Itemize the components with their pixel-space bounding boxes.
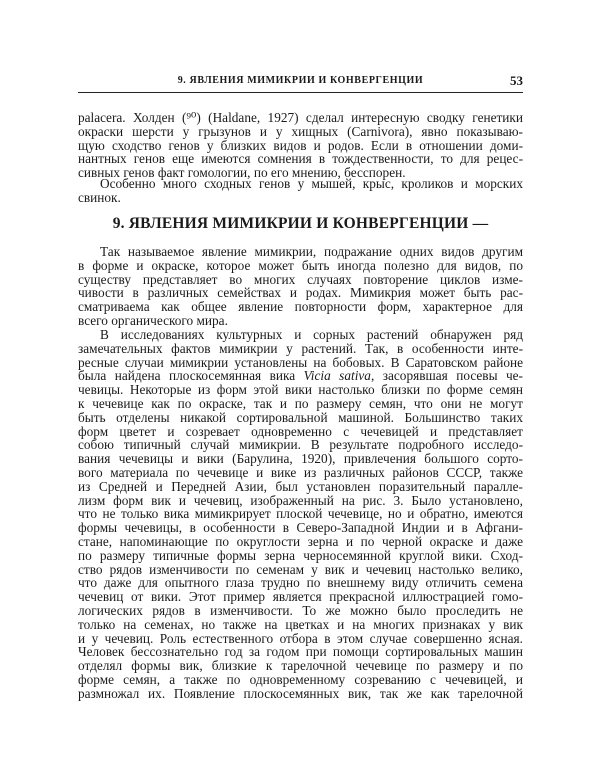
section-heading: 9. ЯВЛЕНИЯ МИМИКРИИ И КОНВЕРГЕНЦИИ — [112,215,489,232]
text-line: окраски шерсти у грызунов и у хищных (Carnivora), явно показываю- [78,123,523,139]
text-line: по размеру типичные формы зерна черносемянной круглой вики. Сход- [78,547,523,563]
text-line: лизм форм вик и чечевиц, изображенный на рис. 3. Было установлено, [78,492,523,508]
text-line: замечательных фактов мимикрии у растений. Так, в особенности инте- [78,340,523,356]
text-line: что даже для опытного глаза трудно по внешнему виду отличить семена [78,575,523,591]
text-line: Человек бессознательно год за годом при помощи сортировальных машин [78,644,523,660]
text-line: логических рядов в изменчивости. То же можно было проследить не [78,602,523,618]
text-line: отделял формы вик, близкие к тарелочной чечевице по размеру и по [78,658,523,674]
text-line: Так называемое явление мимикрии, подражание одних видов другим [100,244,523,259]
text-line: Особенно много сходных генов у мышей, крыс, кроликов и морских [100,176,523,191]
text-line: чивости в различных семействах и родах. Мимикрия может быть рас- [78,285,523,301]
text-line: всего органического мира. [78,312,228,328]
text-line: чечевиц от вики. Этот пример является прекрасной иллюстрацией гомо- [78,589,523,605]
text-line: сивных генов факт гомологии, по его мнению, бесспорен. [78,165,406,181]
text-line: чевицы. Некоторые из форм этой вики настолько близки по форме семян [78,382,523,398]
text-line: вого материала по чечевице и вике из различных районов СССР, также [78,464,523,480]
text-line: форме семян, а также по одновременному созреванию с чечевицей, и [78,671,523,687]
text-line: стане, напоминающие по округлости зерна и по черной окраске и даже [78,533,523,549]
text-line: ство рядов изменчивости по семенам у вик и чечевиц настолько велико, [78,561,523,577]
text-line: в форме и окраске, которое может быть иногда полезно для видов, по [78,257,523,273]
text-line: быть отделены никакой сортировальной машиной. Большинство таких [78,409,523,425]
section-paragraph-2 [78,328,523,701]
header-rule [78,92,523,93]
text-line: вания чечевицы и вики (Барулина, 1920), привлечения большого сорто- [78,451,523,467]
text-line: ресные случаи мимикрии установлены на бобовых. В Саратовском районе [78,354,523,370]
text-line: к чечевице как по окраске, так и по размеру семян, что они не могут [78,395,523,411]
text-line: щую сходство генов у близких видов и родов. Если в отношении доми- [78,137,523,153]
text-line: нантных генов еще имеются сомнения в тождественности, то для рецес- [78,151,523,167]
running-header [78,75,523,89]
intro-paragraph-2 [78,177,523,205]
section-paragraph-1 [78,245,523,328]
text: была найдена плоскосемянная вика [78,368,304,384]
text-line: размножал их. Появление плоскосемянных вик, так же как тарелочной [78,685,523,701]
text-line: из Средней и Передней Азии, был установлен поразительный паралле- [78,478,523,494]
text-line: свинок. [78,189,121,205]
text-line-italic [78,369,523,383]
text-line: собою типичный случай мимикрии. В результате подробного исследо- [78,437,523,453]
text: , засорявшая посевы че- [370,368,523,384]
text-line: В исследованиях культурных и сорных растений обнаружен ряд [100,327,523,342]
text-line: форм цветет и созревает одновременно с чечевицей и представляет [78,423,523,439]
species-name: Vicia sativa [303,368,371,384]
running-title: 9. ЯВЛЕНИЯ МИМИКРИИ И КОНВЕРГЕНЦИИ [177,75,424,86]
text-line: что не только вика мимикрирует плоской чечевице, но и обратно, имеются [78,506,523,522]
intro-paragraph-1 [78,111,523,180]
text-line: существу представляет во многих случаях повторение циклов изме- [78,271,523,287]
text-line: и у чечевиц. Роль естественного отбора в этом случае совершенно ясная. [78,630,523,646]
text-line: сматриваема как общее явление повторности форм, характерное для [78,299,523,315]
text-line: формы чечевицы, в особенности в Северо-Западной Индии и в Афгани- [78,520,523,536]
text-line: palacera. Холден (⁹⁰) (Haldane, 1927) сделал интересную сводку генетики [78,110,523,125]
page-number: 53 [510,73,523,88]
text-line: только на семенах, но также на цветках и на многих признаках у вик [78,616,523,632]
